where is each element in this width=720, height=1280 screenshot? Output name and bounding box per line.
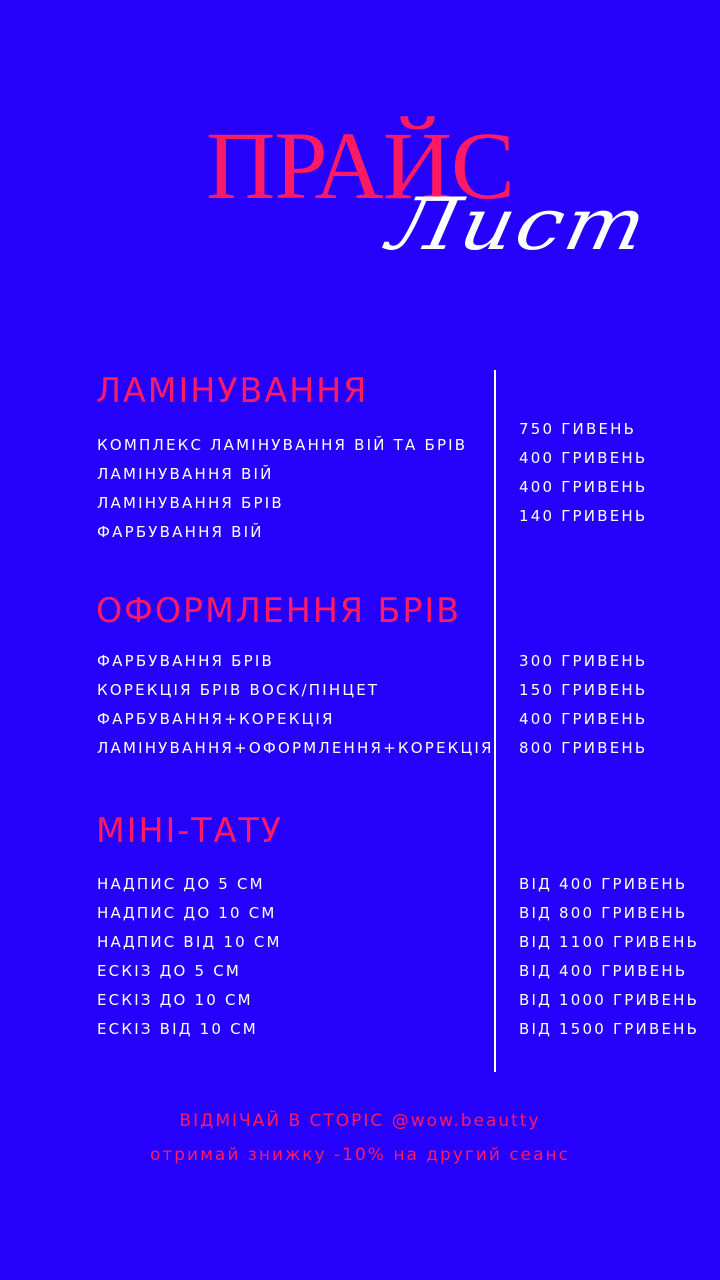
service-price: 140 ГРИВЕНЬ xyxy=(519,507,648,525)
service-price: 800 ГРИВЕНЬ xyxy=(519,739,648,757)
service-price: 400 ГРИВЕНЬ xyxy=(519,449,648,467)
service-name: КОМПЛЕКС ЛАМІНУВАННЯ ВІЙ ТА БРІВ xyxy=(97,436,468,454)
service-price: ВІД 1100 ГРИВЕНЬ xyxy=(519,933,700,951)
service-name: ЕСКІЗ ДО 5 СМ xyxy=(97,962,242,980)
service-name: ФАРБУВАННЯ БРІВ xyxy=(97,652,275,670)
service-name: НАДПИС ДО 5 СМ xyxy=(97,875,265,893)
service-name: ФАРБУВАННЯ ВІЙ xyxy=(97,523,264,541)
service-price: ВІД 1500 ГРИВЕНЬ xyxy=(519,1020,700,1038)
service-name: ЕСКІЗ ДО 10 СМ xyxy=(97,991,253,1009)
service-name: НАДПИС ДО 10 СМ xyxy=(97,904,277,922)
service-name: ФАРБУВАННЯ+КОРЕКЦІЯ xyxy=(97,710,335,728)
page-title: ПРАЙС xyxy=(205,112,515,219)
service-name: ЛАМІНУВАННЯ БРІВ xyxy=(97,494,284,512)
footer-stories-tag: ВІДМІЧАЙ В СТОРІС @wow.beautty xyxy=(179,1111,541,1131)
footer-discount-note: отримай знижку -10% на другий сеанс xyxy=(149,1145,571,1165)
service-price: ВІД 800 ГРИВЕНЬ xyxy=(519,904,688,922)
section-heading-mini-tattoo: МІНІ-ТАТУ xyxy=(96,811,283,851)
service-price: 400 ГРИВЕНЬ xyxy=(519,478,648,496)
service-price: ВІД 400 ГРИВЕНЬ xyxy=(519,875,688,893)
service-name: ЛАМІНУВАННЯ+ОФОРМЛЕННЯ+КОРЕКЦІЯ xyxy=(97,739,494,757)
service-price: 400 ГРИВЕНЬ xyxy=(519,710,648,728)
column-divider xyxy=(494,370,496,1072)
service-price: 300 ГРИВЕНЬ xyxy=(519,652,648,670)
service-name: КОРЕКЦІЯ БРІВ ВОСК/ПІНЦЕТ xyxy=(97,681,380,699)
service-price: ВІД 400 ГРИВЕНЬ xyxy=(519,962,688,980)
service-name: ЛАМІНУВАННЯ ВІЙ xyxy=(97,465,274,483)
service-name: НАДПИС ВІД 10 СМ xyxy=(97,933,282,951)
service-price: 750 ГИВЕНЬ xyxy=(519,420,637,438)
section-heading-lamination: ЛАМІНУВАННЯ xyxy=(96,371,369,411)
section-heading-brows: ОФОРМЛЕННЯ БРІВ xyxy=(96,591,461,631)
service-price: ВІД 1000 ГРИВЕНЬ xyxy=(519,991,700,1009)
service-name: ЕСКІЗ ВІД 10 СМ xyxy=(97,1020,258,1038)
service-price: 150 ГРИВЕНЬ xyxy=(519,681,648,699)
page-subtitle-script: Лист xyxy=(381,182,656,266)
